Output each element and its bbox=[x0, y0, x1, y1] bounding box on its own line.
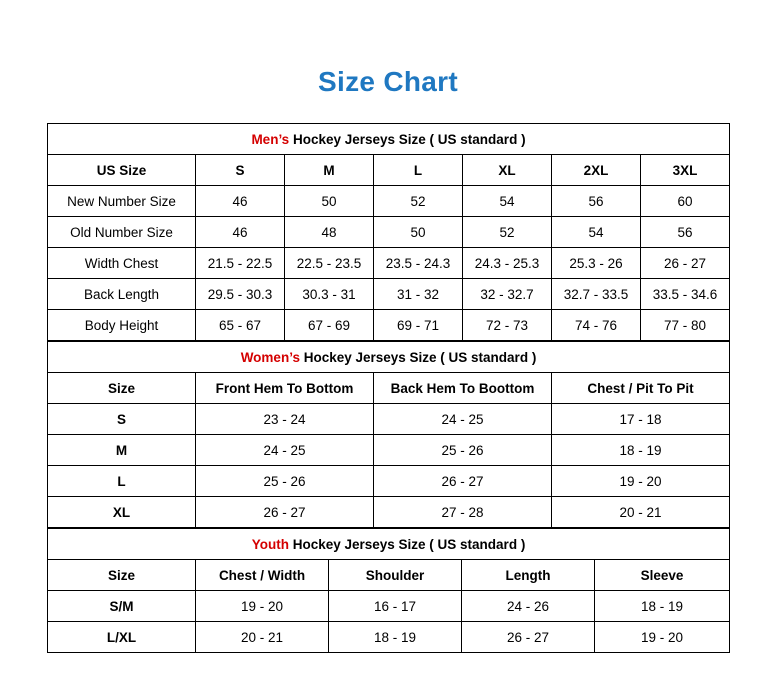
table-row bbox=[48, 466, 730, 497]
womens-size-table bbox=[47, 341, 730, 528]
mens-column-header-row bbox=[48, 155, 730, 186]
page-title: Size Chart bbox=[318, 66, 458, 97]
mens-section-header-row bbox=[48, 124, 730, 155]
youth-cell: 18 - 19 bbox=[595, 591, 730, 622]
mens-col-header: 3XL bbox=[641, 155, 730, 186]
womens-section-header bbox=[48, 342, 730, 373]
youth-cell: 19 - 20 bbox=[595, 622, 730, 653]
youth-size-table bbox=[47, 528, 730, 653]
mens-cell: 74 - 76 bbox=[552, 310, 641, 341]
youth-cell: 26 - 27 bbox=[462, 622, 595, 653]
womens-cell: 17 - 18 bbox=[552, 404, 730, 435]
mens-cell: 26 - 27 bbox=[641, 248, 730, 279]
mens-cell: 24.3 - 25.3 bbox=[463, 248, 552, 279]
mens-col-header: L bbox=[374, 155, 463, 186]
mens-cell: 29.5 - 30.3 bbox=[196, 279, 285, 310]
womens-cell: 27 - 28 bbox=[374, 497, 552, 528]
youth-col-header: Size bbox=[48, 560, 196, 591]
mens-cell: 56 bbox=[641, 217, 730, 248]
womens-cell: 25 - 26 bbox=[196, 466, 374, 497]
youth-col-header: Sleeve bbox=[595, 560, 730, 591]
mens-cell: 21.5 - 22.5 bbox=[196, 248, 285, 279]
mens-cell: 56 bbox=[552, 186, 641, 217]
mens-cell: 54 bbox=[552, 217, 641, 248]
youth-col-header: Chest / Width bbox=[196, 560, 329, 591]
womens-col-header: Front Hem To Bottom bbox=[196, 373, 374, 404]
mens-row-label: New Number Size bbox=[48, 186, 196, 217]
mens-heading-rest: Hockey Jerseys Size ( US standard ) bbox=[289, 131, 526, 147]
mens-cell: 50 bbox=[285, 186, 374, 217]
table-row bbox=[48, 248, 730, 279]
womens-section-header-row bbox=[48, 342, 730, 373]
mens-row-label: Body Height bbox=[48, 310, 196, 341]
womens-cell: 26 - 27 bbox=[374, 466, 552, 497]
youth-cell: 24 - 26 bbox=[462, 591, 595, 622]
youth-column-header-row bbox=[48, 560, 730, 591]
mens-heading-highlight: Men’s bbox=[251, 131, 290, 147]
mens-cell: 46 bbox=[196, 217, 285, 248]
mens-cell: 33.5 - 34.6 bbox=[641, 279, 730, 310]
womens-heading-highlight: Women’s bbox=[240, 349, 300, 365]
youth-row-label: S/M bbox=[48, 591, 196, 622]
table-row bbox=[48, 622, 730, 653]
womens-row-label: L bbox=[48, 466, 196, 497]
mens-cell: 23.5 - 24.3 bbox=[374, 248, 463, 279]
youth-heading-highlight: Youth bbox=[251, 536, 289, 552]
womens-row-label: XL bbox=[48, 497, 196, 528]
mens-cell: 25.3 - 26 bbox=[552, 248, 641, 279]
mens-cell: 32 - 32.7 bbox=[463, 279, 552, 310]
mens-cell: 48 bbox=[285, 217, 374, 248]
mens-cell: 60 bbox=[641, 186, 730, 217]
mens-cell: 46 bbox=[196, 186, 285, 217]
womens-cell: 19 - 20 bbox=[552, 466, 730, 497]
womens-col-header: Chest / Pit To Pit bbox=[552, 373, 730, 404]
mens-col-header: S bbox=[196, 155, 285, 186]
womens-cell: 26 - 27 bbox=[196, 497, 374, 528]
womens-cell: 18 - 19 bbox=[552, 435, 730, 466]
mens-col-header: 2XL bbox=[552, 155, 641, 186]
table-row bbox=[48, 279, 730, 310]
table-row bbox=[48, 497, 730, 528]
youth-col-header: Shoulder bbox=[329, 560, 462, 591]
womens-col-header: Back Hem To Boottom bbox=[374, 373, 552, 404]
mens-col-header: XL bbox=[463, 155, 552, 186]
table-row bbox=[48, 591, 730, 622]
youth-section-header-row bbox=[48, 529, 730, 560]
womens-cell: 24 - 25 bbox=[196, 435, 374, 466]
youth-row-label: L/XL bbox=[48, 622, 196, 653]
table-row bbox=[48, 186, 730, 217]
mens-cell: 69 - 71 bbox=[374, 310, 463, 341]
womens-cell: 24 - 25 bbox=[374, 404, 552, 435]
mens-size-table bbox=[47, 123, 730, 341]
mens-cell: 67 - 69 bbox=[285, 310, 374, 341]
youth-cell: 19 - 20 bbox=[196, 591, 329, 622]
mens-cell: 32.7 - 33.5 bbox=[552, 279, 641, 310]
womens-row-label: S bbox=[48, 404, 196, 435]
youth-cell: 16 - 17 bbox=[329, 591, 462, 622]
youth-section-header bbox=[48, 529, 730, 560]
table-row bbox=[48, 310, 730, 341]
womens-column-header-row bbox=[48, 373, 730, 404]
mens-cell: 22.5 - 23.5 bbox=[285, 248, 374, 279]
womens-cell: 23 - 24 bbox=[196, 404, 374, 435]
womens-cell: 20 - 21 bbox=[552, 497, 730, 528]
youth-heading-rest: Hockey Jerseys Size ( US standard ) bbox=[288, 536, 526, 552]
mens-cell: 65 - 67 bbox=[196, 310, 285, 341]
youth-cell: 20 - 21 bbox=[196, 622, 329, 653]
mens-cell: 72 - 73 bbox=[463, 310, 552, 341]
mens-cell: 30.3 - 31 bbox=[285, 279, 374, 310]
youth-col-header: Length bbox=[462, 560, 595, 591]
mens-cell: 52 bbox=[463, 217, 552, 248]
table-row bbox=[48, 217, 730, 248]
mens-col-header: US Size bbox=[48, 155, 196, 186]
womens-heading-rest: Hockey Jerseys Size ( US standard ) bbox=[299, 349, 537, 365]
womens-row-label: M bbox=[48, 435, 196, 466]
mens-cell: 54 bbox=[463, 186, 552, 217]
womens-cell: 25 - 26 bbox=[374, 435, 552, 466]
mens-cell: 50 bbox=[374, 217, 463, 248]
size-chart-container bbox=[47, 98, 729, 653]
table-row bbox=[48, 404, 730, 435]
table-row bbox=[48, 435, 730, 466]
mens-section-header bbox=[48, 124, 730, 155]
mens-row-label: Back Length bbox=[48, 279, 196, 310]
mens-row-label: Old Number Size bbox=[48, 217, 196, 248]
mens-cell: 52 bbox=[374, 186, 463, 217]
womens-col-header: Size bbox=[48, 373, 196, 404]
mens-row-label: Width Chest bbox=[48, 248, 196, 279]
mens-cell: 77 - 80 bbox=[641, 310, 730, 341]
mens-cell: 31 - 32 bbox=[374, 279, 463, 310]
youth-cell: 18 - 19 bbox=[329, 622, 462, 653]
mens-col-header: M bbox=[285, 155, 374, 186]
